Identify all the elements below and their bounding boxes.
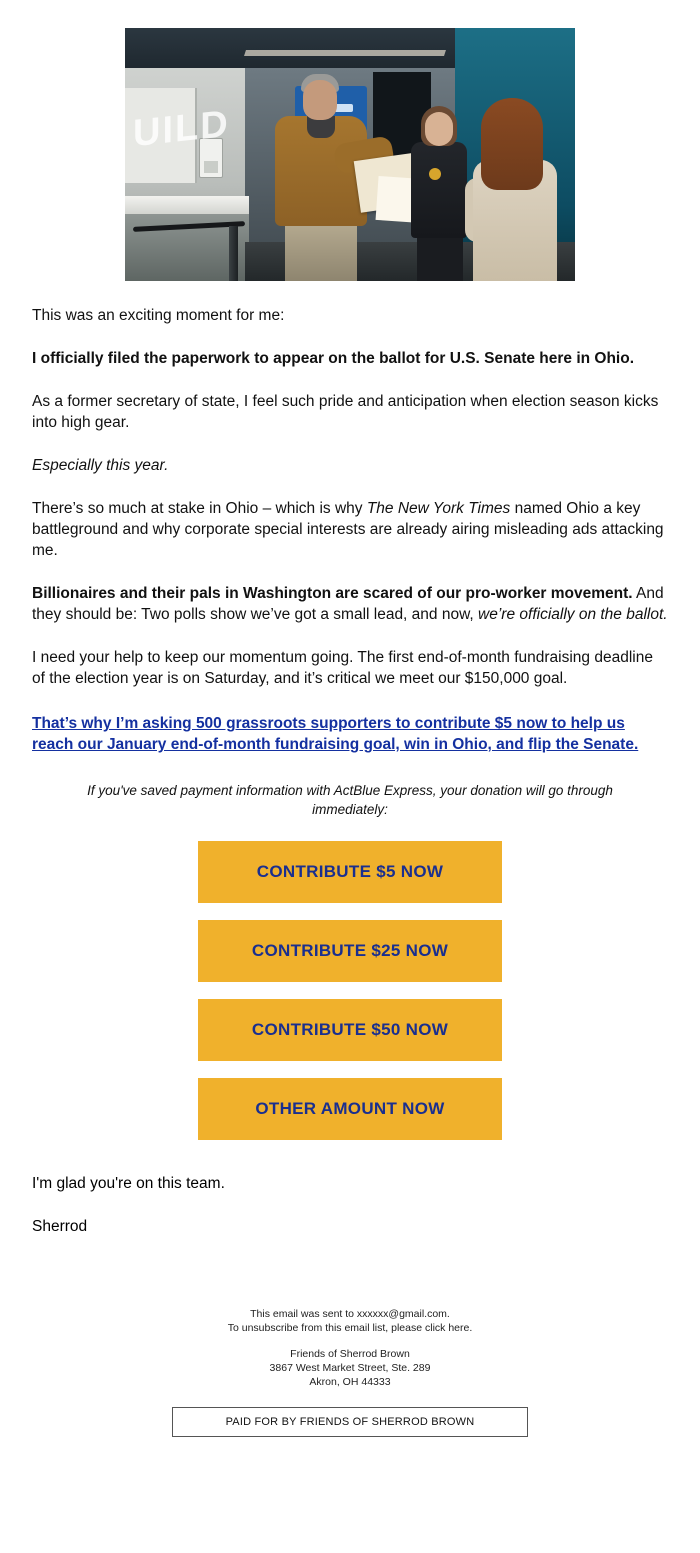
hero-image: [125, 28, 575, 281]
paragraph-6-bold: Billionaires and their pals in Washington are scared of our pro-worker movement.: [32, 585, 633, 602]
paragraph-2: [32, 348, 668, 369]
paragraph-7: [32, 647, 668, 689]
email-closing: [0, 1173, 700, 1237]
paragraph-4: [32, 455, 668, 476]
contribute-5-button[interactable]: CONTRIBUTE $5 NOW: [198, 841, 502, 903]
paragraph-6-italic: we’re officially on the ballot.: [478, 606, 668, 623]
paragraph-2-text: I officially filed the paperwork to appear on the ballot for U.S. Senate here in Ohio.: [32, 350, 635, 367]
donation-buttons: [0, 841, 700, 1157]
email-footer: [0, 1307, 700, 1437]
paragraph-4-text: Especially this year.: [32, 457, 169, 474]
signature-name: Sherrod: [32, 1218, 88, 1235]
footer-recipient-block: [0, 1307, 700, 1335]
footer-org-name: Friends of Sherrod Brown: [290, 1348, 410, 1360]
paragraph-5: [32, 498, 668, 561]
paragraph-5-publication: The New York Times: [366, 500, 511, 517]
other-amount-button[interactable]: OTHER AMOUNT NOW: [198, 1078, 502, 1140]
footer-address-block: [0, 1347, 700, 1389]
hero-illustration: [125, 28, 575, 281]
staff-badge-icon: [429, 168, 441, 180]
paragraph-6-part-2: And they should be: Two polls show we’ve got a small lead, and now,: [32, 585, 664, 623]
email-content: [0, 305, 700, 819]
paragraph-3: [32, 391, 668, 433]
paragraph-3-text: As a former secretary of state, I feel such pride and anticipation when election season kicks into high gear.: [32, 393, 659, 431]
primary-cta-link[interactable]: That’s why I’m asking 500 grassroots supporters to contribute $5 now to help us reach our January end-of-month fundraising goal, win in Ohio, and flip the Senate.: [32, 715, 639, 753]
paragraph-1-text: This was an exciting moment for me:: [32, 307, 285, 324]
email-body: [0, 28, 700, 1471]
contribute-50-button[interactable]: CONTRIBUTE $50 NOW: [198, 999, 502, 1061]
footer-address-line-2: Akron, OH 44333: [309, 1376, 391, 1388]
paragraph-1: [32, 305, 668, 326]
footer-unsubscribe[interactable]: To unsubscribe from this email list, please click here.: [227, 1322, 473, 1334]
footer-address-line-1: 3867 West Market Street, Ste. 289: [269, 1362, 431, 1374]
wall-text: UILD: [133, 102, 230, 156]
footer-sent-to: This email was sent to xxxxxx@gmail.com.: [250, 1308, 450, 1320]
paid-for-disclaimer: PAID FOR BY FRIENDS OF SHERROD BROWN: [172, 1407, 528, 1437]
bottom-spacer: [0, 1437, 700, 1471]
paragraph-6: [32, 583, 668, 625]
closing-line: I'm glad you're on this team.: [32, 1175, 225, 1192]
actblue-express-note: If you've saved payment information with ActBlue Express, your donation will go through immediately:: [87, 783, 613, 817]
paragraph-5-part-2: named Ohio a key battleground and why corporate special interests are already airing misleading ads attacking me.: [32, 500, 664, 559]
paragraph-5-part-1: There’s so much at stake in Ohio – which is why: [32, 500, 367, 517]
paragraph-7-text: I need your help to keep our momentum going. The first end-of-month fundraising deadline of the election year is on Saturday, and it’s critical we meet our $150,000 goal.: [32, 649, 653, 687]
contribute-25-button[interactable]: CONTRIBUTE $25 NOW: [198, 920, 502, 982]
